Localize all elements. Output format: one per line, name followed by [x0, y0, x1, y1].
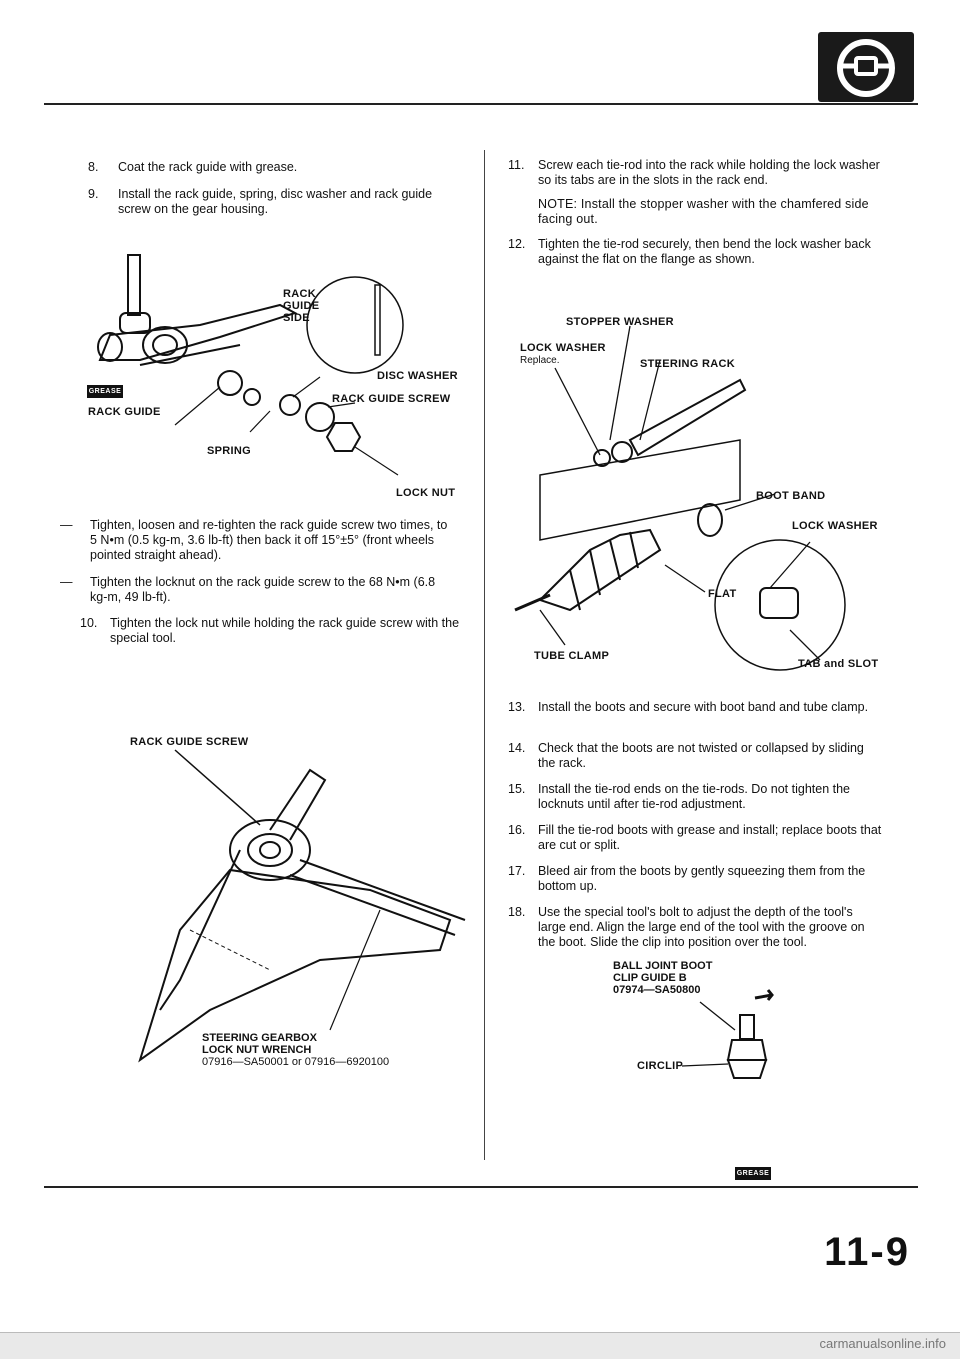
label-disc-washer: DISC WASHER	[377, 370, 458, 382]
label-lock-washer: LOCK WASHER	[520, 342, 606, 354]
rack-guide-figure	[80, 225, 480, 500]
label-stopper-washer: STOPPER WASHER	[566, 316, 674, 328]
label-replace: Replace.	[520, 355, 560, 366]
footer-link[interactable]: carmanualsonline.info	[819, 1336, 946, 1351]
steering-section-logo	[818, 32, 914, 102]
grease-icon: GREASE	[87, 385, 123, 398]
tie-rod-boot-figure	[510, 310, 910, 680]
footer-rule	[44, 1186, 918, 1188]
grease-icon-2: GREASE	[735, 1167, 771, 1180]
label-rack-guide-screw-2: RACK GUIDE SCREW	[130, 736, 249, 748]
label-rack-guide-screw: RACK GUIDE SCREW	[332, 393, 451, 405]
label-tab-and-slot: TAB and SLOT	[798, 658, 879, 670]
label-rack-guide-side: RACK GUIDE SIDE	[283, 288, 320, 324]
lock-nut-wrench-figure	[120, 730, 480, 1110]
header-rule	[44, 103, 918, 105]
page-number: 11-9	[824, 1230, 910, 1274]
label-steering-rack: STEERING RACK	[640, 358, 735, 370]
tool-label-gearbox-wrench: STEERING GEARBOX LOCK NUT WRENCH 07916—SA50001 or 07916—6920100	[202, 1032, 390, 1068]
tool-label-clip-guide: BALL JOINT BOOT CLIP GUIDE B 07974—SA50800	[613, 960, 713, 996]
note-stopper-washer: NOTE: Install the stopper washer with the chamfered side facing out.	[538, 197, 869, 226]
column-divider	[484, 150, 485, 1160]
label-spring: SPRING	[207, 445, 251, 457]
steering-wheel-icon	[818, 32, 914, 102]
label-tube-clamp: TUBE CLAMP	[534, 650, 610, 662]
label-lock-washer-2: LOCK WASHER	[792, 520, 878, 532]
label-lock-nut: LOCK NUT	[396, 487, 456, 499]
label-circlip: CIRCLIP	[637, 1060, 684, 1072]
clip-guide-figure	[600, 960, 840, 1090]
label-rack-guide: RACK GUIDE	[88, 406, 161, 418]
label-flat: FLAT	[708, 588, 737, 600]
label-boot-band: BOOT BAND	[756, 490, 826, 502]
